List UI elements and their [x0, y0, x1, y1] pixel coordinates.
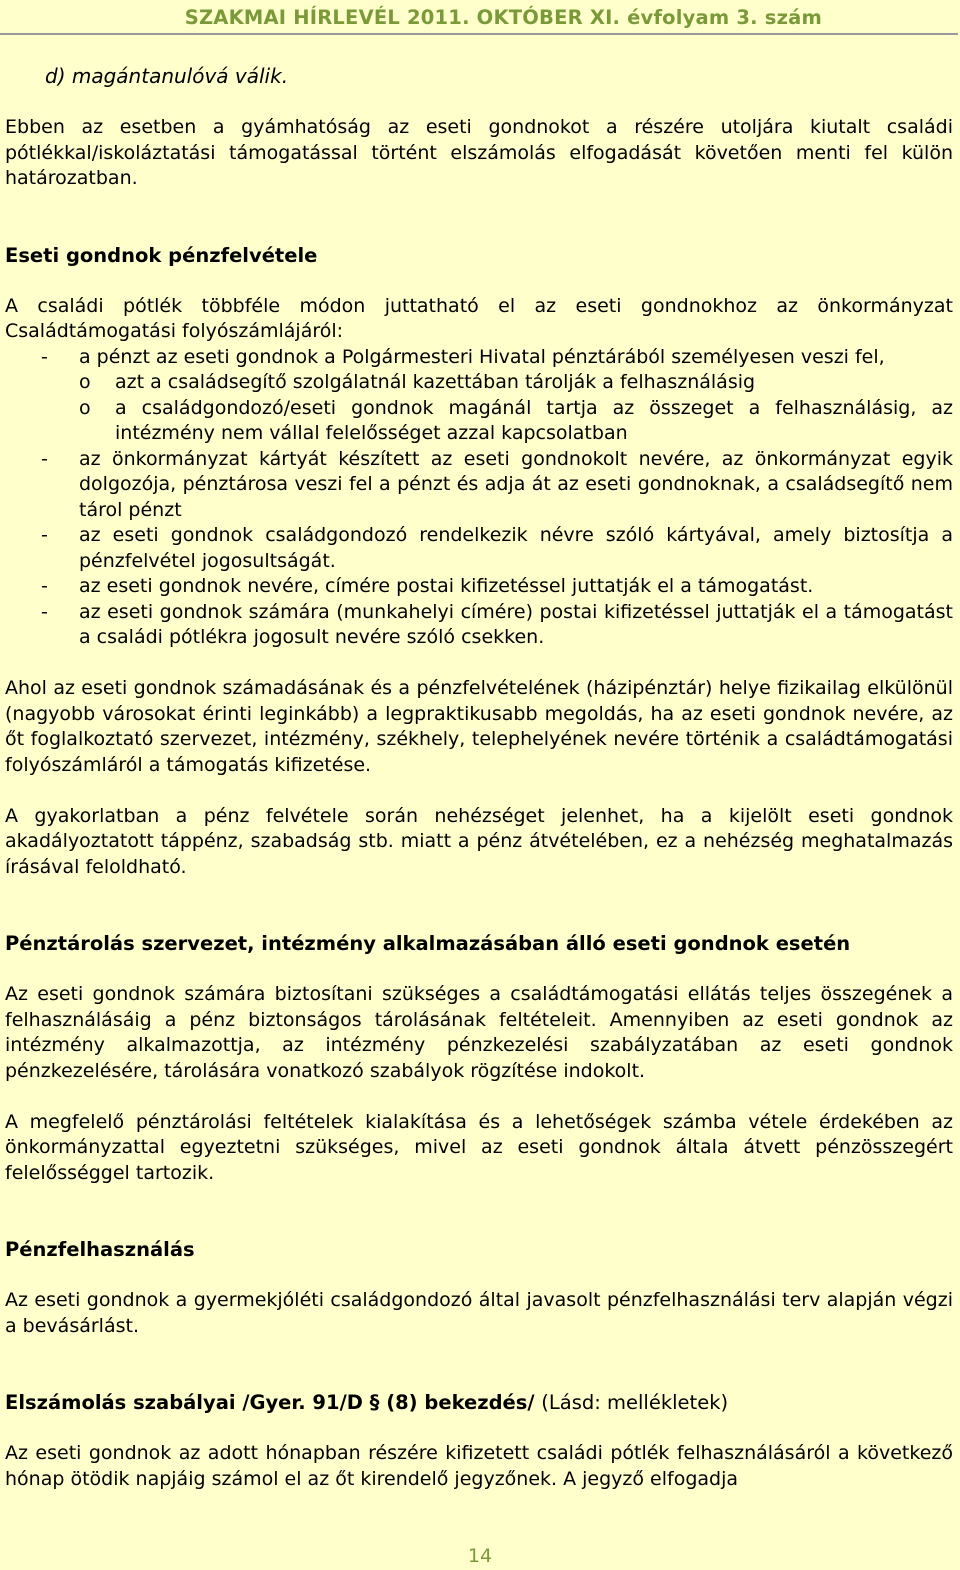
intro-paragraph: Ebben az esetben a gyámhatóság az eseti gondnokot a részére utoljára kiutalt családi pótlékkal/iskoláztatási támogatással történt elszámolás elfogadását követően menti fel külön határozatban. [5, 116, 953, 189]
section-heading-penzfelvetel: Eseti gondnok pénzfelvétele [5, 243, 318, 267]
newsletter-title: SZAKMAI HÍRLEVÉL 2011. OKTÓBER XI. évfolyam 3. szám [184, 6, 822, 29]
heading-note: (Lásd: mellékletek) [541, 1391, 729, 1414]
section-heading-penztarolas: Pénztárolás szervezet, intézmény alkalmazásában álló eseti gondnok esetén [5, 932, 851, 955]
payment-methods-list-continued [5, 447, 953, 651]
section1-paragraph-2: Ahol az eseti gondnok számadásának és a pénzfelvételének (házipénztár) helye fizikailag elkülönül (nagyobb városokat érinti leginkább) a legpraktikusabb megoldás, ha az eseti gondnok nevére, az őt foglalkoztató szervezet, intézmény, székhely, telephelyének nevére történik a családtámogatási folyószámláról a támogatás kifizetése. [5, 677, 953, 776]
dash-bullet: - [41, 524, 48, 546]
list-item [5, 600, 953, 651]
list-item-d: d) magántanulóvá válik. [45, 64, 289, 88]
section1-intro: A családi pótlék többféle módon juttatható el az eseti gondnokhoz az önkormányzat Családtámogatási folyószámlájáról: [5, 294, 953, 342]
page-header [0, 0, 960, 38]
dash-bullet: - [41, 575, 48, 597]
list-item [5, 345, 953, 371]
list-item-text: az eseti gondnok családgondozó rendelkezik névre szóló kártyával, amely biztosítja a pénzfelvétel jogosultságát. [79, 524, 953, 572]
document-body [5, 64, 953, 1492]
section-heading-penzfelhasznalas: Pénzfelhasználás [5, 1238, 195, 1261]
list-item-text: az eseti gondnok nevére, címére postai kifizetéssel juttatják el a támogatást. [79, 575, 814, 597]
section1-paragraph-3: A gyakorlatban a pénz felvétele során nehézséget jelenhet, ha a kijelölt eseti gondnok akadályoztatott táppénz, szabadság stb. miatt a pénz átvételében, ez a nehézség meghatalmazás írásával feloldható. [5, 804, 953, 878]
circle-bullet: o [79, 371, 91, 393]
page-number: 14 [467, 1545, 493, 1567]
storage-options-list [5, 370, 953, 447]
section3-paragraph-1: Az eseti gondnok a gyermekjóléti családgondozó által javasolt pénzfelhasználási terv alapján végzi a bevásárlást. [5, 1289, 953, 1337]
heading-text: Elszámolás szabályai /Gyer. 91/D § (8) bekezdés/ [5, 1391, 535, 1414]
list-item [5, 370, 953, 396]
section2-paragraph-2: A megfelelő pénztárolási feltételek kialakítása és a lehetőségek számba vétele érdekében az önkormányzattal egyeztetni szükséges, mivel az eseti gondnok általa átvett pénzösszegért felelősséggel tartozik. [5, 1110, 953, 1184]
list-item [5, 574, 953, 600]
header-divider [0, 33, 958, 35]
list-item [5, 523, 953, 574]
list-item-text: a családgondozó/eseti gondnok magánál tartja az összeget a felhasználásig, az intézmény nem vállal felelősséget azzal kapcsolatban [115, 396, 953, 444]
list-item-text: a pénzt az eseti gondnok a Polgármesteri Hivatal pénztárából személyesen veszi fel, [79, 345, 885, 368]
dash-bullet: - [41, 345, 48, 368]
list-item-text: az önkormányzat kártyát készített az eseti gondnokolt nevére, az önkormányzat egyik dolgozója, pénztárosa veszi fel a pénzt és adja át az eseti gondnoknak, a családsegítő nem tárol pénzt [79, 447, 953, 521]
dash-bullet: - [41, 600, 48, 623]
list-item [5, 447, 953, 524]
list-item-text: az eseti gondnok számára (munkahelyi címére) postai kifizetéssel juttatják el a támogatást a családi pótlékra jogosult nevére szóló csekken. [79, 600, 953, 648]
payment-methods-list [5, 345, 953, 371]
section4-paragraph-1: Az eseti gondnok az adott hónapban részére kifizetett családi pótlék felhasználásáról a következő hónap ötödik napjáig számol el az őt kirendelő jegyzőnek. A jegyző elfogadja [5, 1442, 953, 1490]
list-item [5, 396, 953, 447]
dash-bullet: - [41, 447, 48, 470]
section2-paragraph-1: Az eseti gondnok számára biztosítani szükséges a családtámogatási ellátás teljes összegének a felhasználásáig a pénz biztonságos tárolásának feltételeit. Amennyiben az eseti gondnok az intézmény alkalmazottja, az intézmény pénzkezelési szabályzatában az eseti gondnok pénzkezelésére, tárolására vonatkozó szabályok rögzítése indokolt. [5, 983, 953, 1082]
list-item-text: azt a családsegítő szolgálatnál kazettában tárolják a felhasználásig [115, 371, 756, 393]
section-heading-elszamolas [5, 1390, 953, 1416]
circle-bullet: o [79, 396, 91, 419]
